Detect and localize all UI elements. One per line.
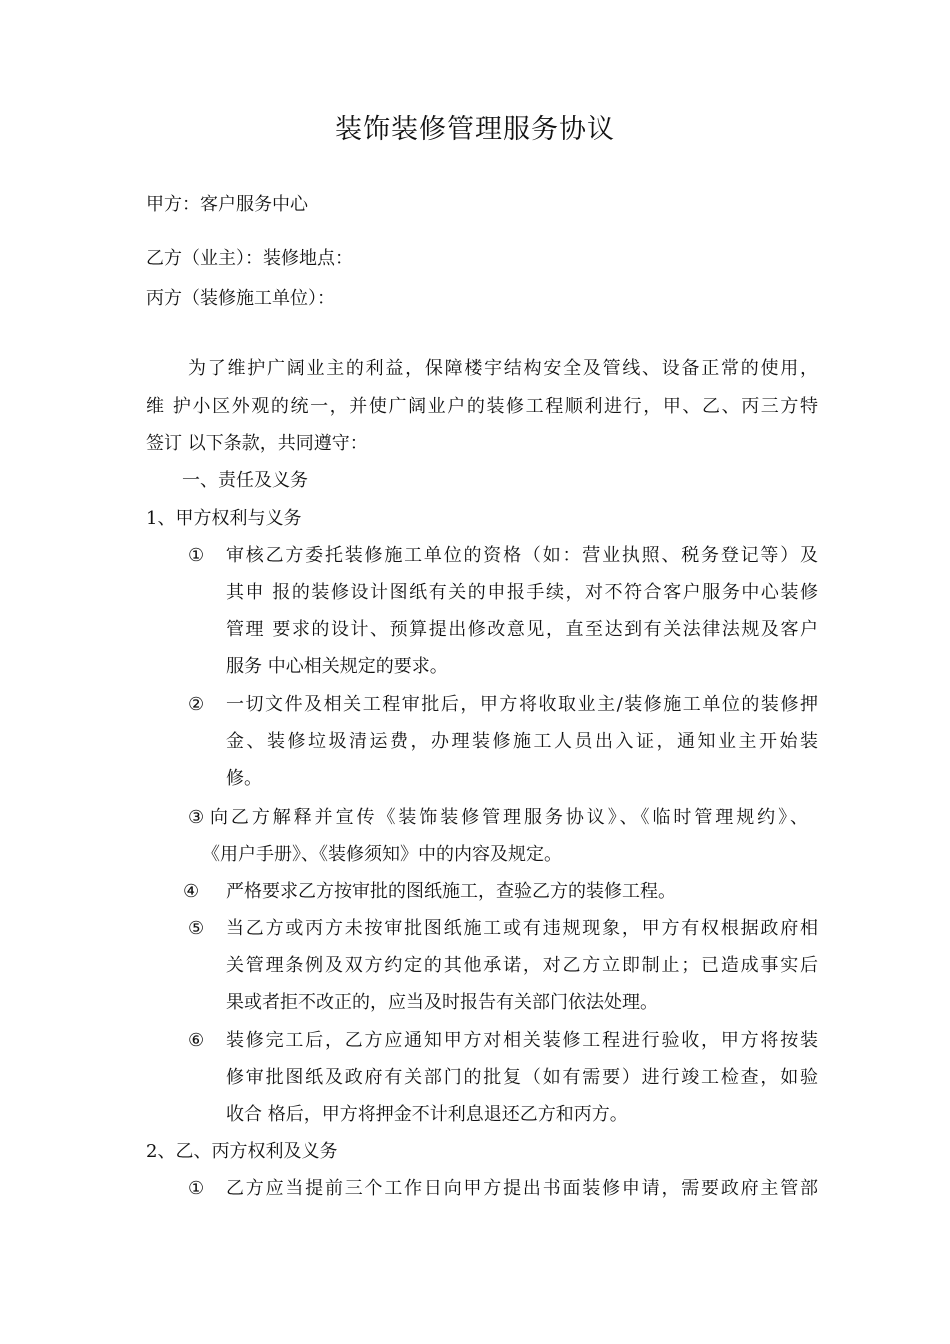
preamble-line: 维 护小区外观的统一，并使广阔业户的装修工程顺利进行，甲、乙、丙三方特 [146, 396, 818, 417]
item-line: 其申 报的装修设计图纸有关的申报手续，对不符合客户服务中心装修 [226, 582, 818, 603]
item-line: 关管理条例及双方约定的其他承诺，对乙方立即制止；已造成事实后 [226, 955, 818, 976]
item-number: ⑤ [188, 918, 205, 939]
item-line: 收合 格后，甲方将押金不计利息退还乙方和丙方。 [226, 1104, 628, 1125]
item-number: ② [188, 694, 205, 715]
item-line: 《用户手册》、《装修须知》中的内容及规定。 [202, 844, 562, 865]
party-a: 甲方：客户服务中心 [146, 194, 308, 215]
item-line: 乙方应当提前三个工作日向甲方提出书面装修申请，需要政府主管部 [226, 1178, 818, 1199]
section-heading: 2、乙、丙方权利及义务 [146, 1141, 338, 1162]
item-number: ① [188, 545, 205, 566]
chapter-heading: 一、责任及义务 [182, 470, 308, 491]
party-b: 乙方（业主）：装修地点： [146, 248, 353, 269]
item-line: 一切文件及相关工程审批后，甲方将收取业主/装修施工单位的装修押 [226, 694, 818, 715]
preamble-line: 签订 以下条款，共同遵守： [146, 433, 368, 454]
item-line: 修审批图纸及政府有关部门的批复（如有需要）进行竣工检查，如验 [226, 1067, 818, 1088]
item-number: ④ [183, 881, 200, 902]
preamble-line: 为了维护广阔业主的利益，保障楼宇结构安全及管线、设备正常的使用， [188, 358, 818, 379]
party-c: 丙方（装修施工单位）： [146, 288, 335, 309]
item-line: 审核乙方委托装修施工单位的资格（如：营业执照、税务登记等）及 [226, 545, 818, 566]
item-line: 严格要求乙方按审批的图纸施工，查验乙方的装修工程。 [226, 881, 676, 902]
item-line: 果或者拒不改正的，应当及时报告有关部门依法处理。 [226, 992, 658, 1013]
item-line: 当乙方或丙方未按审批图纸施工或有违规现象，甲方有权根据政府相 [226, 918, 818, 939]
item-line: 管理 要求的设计、预算提出修改意见，直至达到有关法律法规及客户 [226, 619, 818, 640]
item-line: 装修完工后，乙方应通知甲方对相关装修工程进行验收，甲方将按装 [226, 1030, 818, 1051]
item-line: 金、装修垃圾清运费，办理装修施工人员出入证，通知业主开始装 [226, 731, 818, 752]
item-line: 服务 中心相关规定的要求。 [226, 656, 448, 677]
document-title: 装饰装修管理服务协议 [335, 114, 615, 145]
item-number: ① [188, 1178, 205, 1199]
section-heading: 1、甲方权利与义务 [146, 508, 302, 529]
item-line: 修。 [226, 768, 262, 789]
item-number: ⑥ [188, 1030, 205, 1051]
item-number: ③ [188, 807, 205, 828]
item-line: 向乙方解释并宣传《装饰装修管理服务协议》、《临时管理规约》、 [210, 807, 808, 828]
